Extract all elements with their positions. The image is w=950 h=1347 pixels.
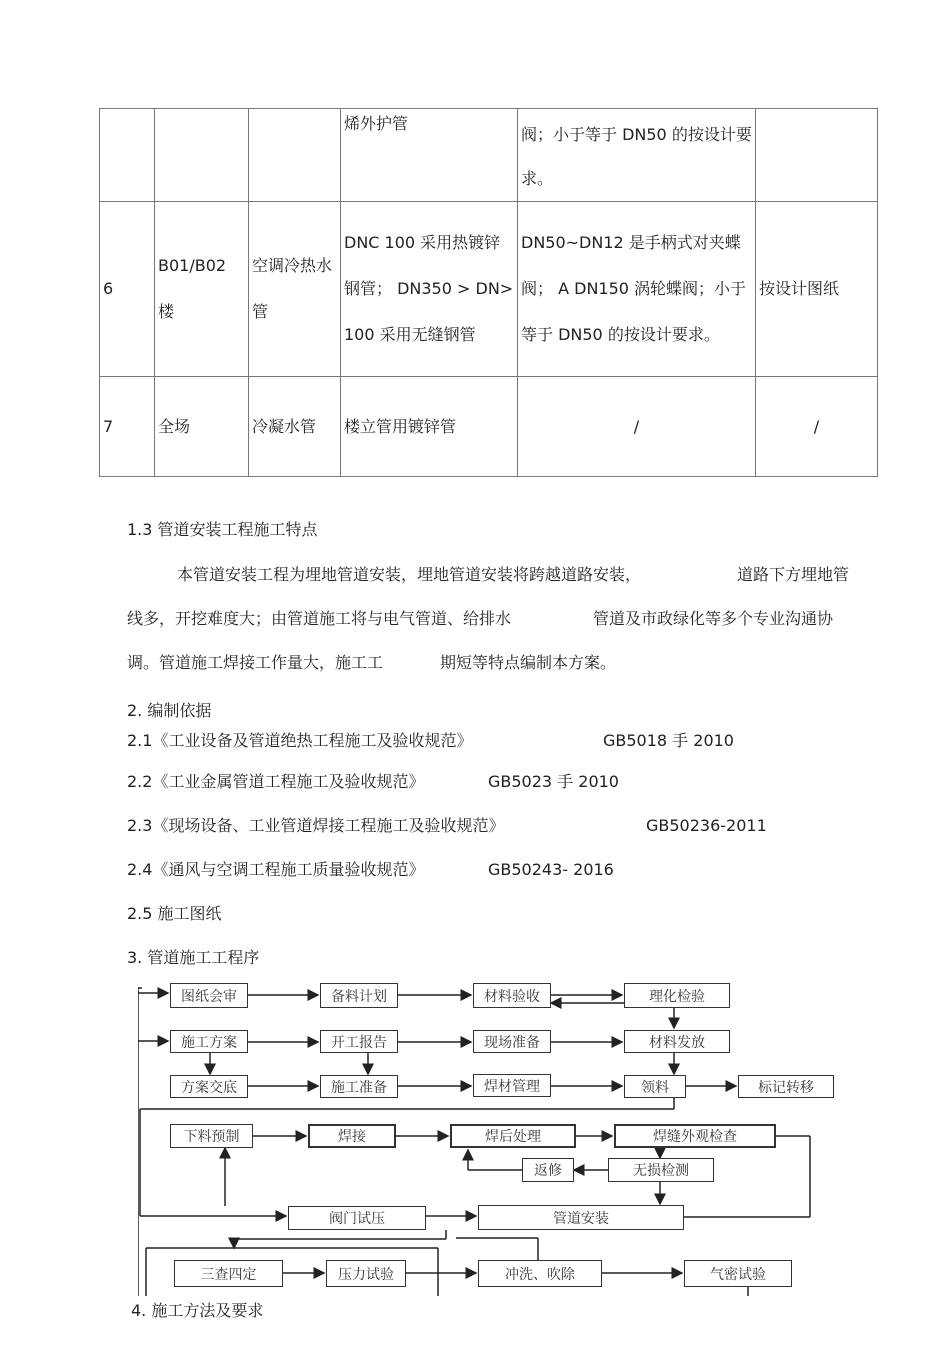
table-cell	[100, 377, 155, 477]
table-cell	[341, 377, 518, 477]
flow-node: 焊后处理	[450, 1124, 576, 1148]
flow-node: 下料预制	[170, 1124, 253, 1148]
reference-title: 2.1《工业设备及管道绝热工程施工及验收规范》	[127, 731, 473, 750]
section-heading: 3. 管道施工工程序	[127, 948, 260, 967]
flow-node: 压力试验	[326, 1260, 406, 1287]
process-flowchart	[138, 980, 838, 1296]
cell-text: DNC 100 采用热镀锌钢管； DN350 > DN> 100 采用无缝钢管	[344, 233, 514, 344]
flow-node: 现场准备	[473, 1030, 551, 1053]
table-cell	[341, 109, 518, 202]
table-cell	[756, 377, 878, 477]
paragraph-text: 管道及市政绿化等多个专业沟通协	[593, 609, 834, 628]
table-cell	[518, 109, 756, 202]
table-cell	[155, 377, 249, 477]
reference-title: 2.3《现场设备、工业管道焊接工程施工及验收规范》	[127, 816, 505, 835]
flow-node: 施工准备	[320, 1075, 398, 1098]
flow-node: 施工方案	[170, 1030, 248, 1053]
paragraph-text: 本管道安装工程为埋地管道安装，埋地管道安装将跨越道路安装，	[177, 565, 642, 584]
cell-text: 7	[103, 416, 114, 436]
table-cell	[249, 109, 341, 202]
flow-node: 气密试验	[684, 1260, 792, 1287]
flow-node: 开工报告	[320, 1030, 398, 1053]
flow-node: 三查四定	[174, 1260, 283, 1287]
paragraph-text: 调。管道施工焊接工作量大，施工工	[127, 653, 384, 672]
flow-node: 返修	[522, 1158, 574, 1182]
table-cell	[155, 109, 249, 202]
table-cell	[249, 202, 341, 377]
paragraph-text: 期短等特点编制本方案。	[440, 653, 617, 672]
reference-code: GB5023 手 2010	[488, 772, 619, 791]
cell-text: 阀；小于等于 DN50 的按设计要求。	[521, 125, 752, 188]
table-row	[100, 109, 878, 202]
table-cell	[249, 377, 341, 477]
table-cell	[756, 109, 878, 202]
table-row	[100, 202, 878, 377]
paragraph-text: 线多，开挖难度大；由管道施工将与电气管道、给排水	[127, 609, 512, 628]
table-cell	[518, 377, 756, 477]
table-cell	[341, 202, 518, 377]
cell-text: DN50~DN12 是手柄式对夹蝶阀； A DN150 涡轮蝶阀；小于等于 DN50 的按设计要求。	[521, 233, 747, 344]
cell-text: 烯外护管	[344, 114, 409, 133]
cell-text: 全场	[158, 416, 191, 436]
cell-text: 楼立管用镀锌管	[344, 416, 457, 436]
cell-text: 空调冷热水管	[252, 256, 333, 321]
flow-node: 冲洗、吹除	[478, 1260, 602, 1287]
cell-text: 按设计图纸	[759, 279, 840, 298]
reference-title: 2.5 施工图纸	[127, 904, 222, 923]
flow-node: 方案交底	[170, 1075, 248, 1098]
table-cell	[100, 109, 155, 202]
reference-code: GB50243- 2016	[488, 860, 614, 879]
pipe-spec-table	[99, 108, 878, 477]
cell-text: B01/B02 楼	[158, 256, 227, 321]
section-heading: 1.3 管道安装工程施工特点	[127, 520, 318, 539]
reference-title: 2.2《工业金属管道工程施工及验收规范》	[127, 772, 425, 791]
reference-title: 2.4《通风与空调工程施工质量验收规范》	[127, 860, 425, 879]
flow-node: 焊材管理	[473, 1074, 551, 1097]
flow-node: 焊接	[308, 1124, 396, 1148]
flow-node: 理化检验	[624, 983, 730, 1008]
flow-node: 图纸会审	[170, 983, 248, 1008]
section-heading: 4. 施工方法及要求	[131, 1301, 264, 1320]
reference-code: GB50236-2011	[646, 816, 767, 835]
cell-text: 6	[103, 279, 114, 298]
table-cell	[100, 202, 155, 377]
section-heading: 2. 编制依据	[127, 701, 212, 720]
flow-node: 标记转移	[738, 1075, 834, 1098]
flow-node: 管道安装	[478, 1205, 684, 1230]
flow-node: 无损检测	[608, 1158, 714, 1182]
flow-node: 领料	[624, 1075, 686, 1098]
flow-node: 备料计划	[320, 983, 398, 1008]
table-cell	[518, 202, 756, 377]
table-cell	[155, 202, 249, 377]
cell-text: 冷凝水管	[252, 416, 317, 436]
flow-node: 材料发放	[624, 1030, 730, 1053]
flow-node: 阀门试压	[288, 1206, 426, 1230]
cell-text: /	[813, 416, 820, 436]
flow-node: 材料验收	[473, 983, 551, 1008]
reference-code: GB5018 手 2010	[603, 731, 734, 750]
flow-node: 焊缝外观检查	[614, 1124, 776, 1148]
paragraph-text: 道路下方埋地管	[737, 565, 850, 584]
table-cell	[756, 202, 878, 377]
table-row	[100, 377, 878, 477]
cell-text: /	[633, 416, 640, 436]
